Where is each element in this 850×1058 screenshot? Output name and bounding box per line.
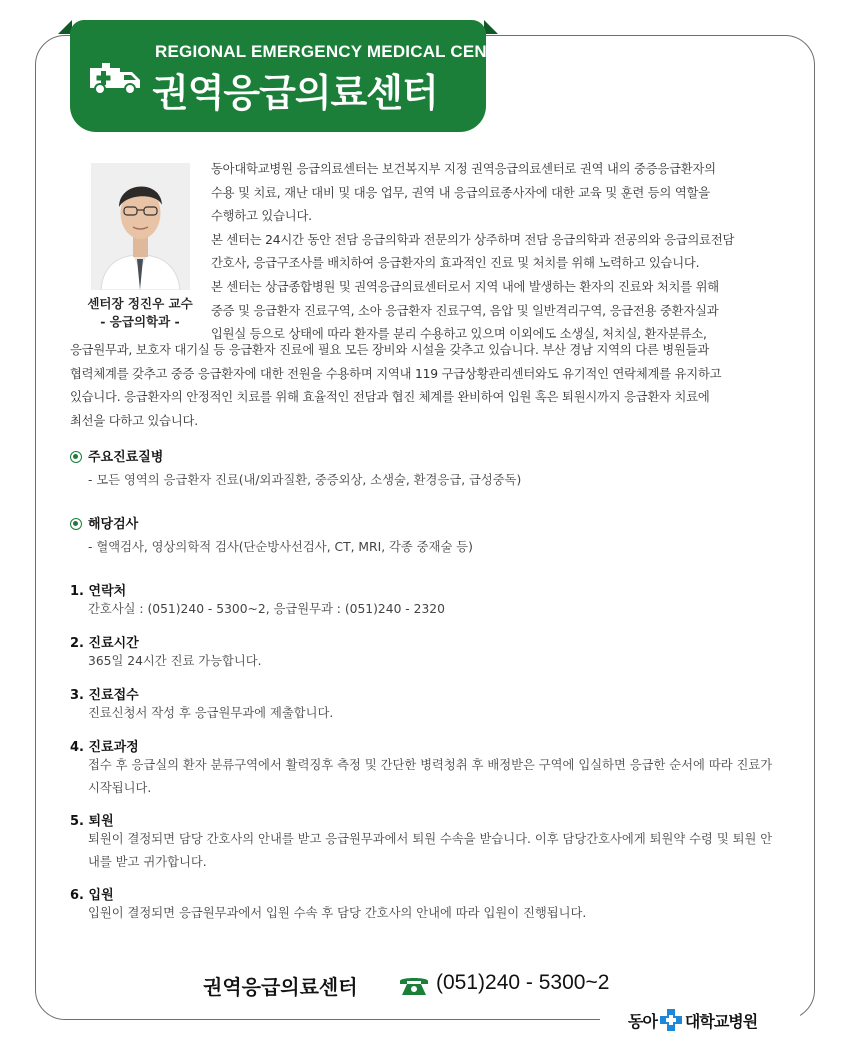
section-title: 해당검사 — [88, 517, 139, 532]
director-dept: - 응급의학과 - — [100, 314, 180, 329]
logo-text-left: 동아 — [628, 1011, 657, 1031]
section-text-diseases: - 모든 영역의 응급환자 진료(내/외과질환, 중증외상, 소생술, 환경응급, 급성중독) — [88, 473, 522, 487]
intro-paragraph-right — [211, 158, 781, 347]
section-heading-tests — [70, 513, 138, 532]
header-title-ko: 권역응급의료센터 — [152, 71, 438, 115]
phone-icon — [398, 975, 430, 997]
intro-line: 있습니다. 응급환자의 안정적인 치료를 위해 효율적인 전담과 협진 체계를 완비하여 입원 혹은 퇴원시까지 응급환자 치료에 — [70, 390, 710, 405]
section-title: 주요진료질병 — [88, 450, 164, 465]
intro-line: 간호사, 응급구조사를 배치하여 응급환자의 효과적인 진료 및 처치를 위해 노력하고 있습니다. — [211, 256, 700, 271]
director-photo — [91, 163, 190, 290]
ambulance-icon — [88, 60, 144, 96]
circle-bullet-icon — [70, 518, 82, 530]
intro-line: 수행하고 있습니다. — [211, 209, 312, 224]
hospital-cross-icon — [659, 1008, 683, 1032]
hospital-logo — [628, 1008, 757, 1032]
intro-paragraph-full — [70, 339, 781, 433]
item-text-discharge: 퇴원이 결정되면 담당 간호사의 안내를 받고 응급원무과에서 퇴원 수속을 받습니다. 이후 담당간호사에게 퇴원약 수령 및 퇴원 안내를 받고 귀가합니다. — [88, 832, 773, 869]
director-name: 센터장 정진우 교수 — [87, 296, 193, 311]
item-heading-reception: 3. 진료접수 — [70, 688, 139, 703]
item-heading-hours: 2. 진료시간 — [70, 636, 139, 651]
header-title-en: REGIONAL EMERGENCY MEDICAL CENTER — [155, 42, 522, 61]
intro-line: 입원실 등으로 상태에 따라 환자를 분리 수용하고 있으며 이외에도 소생실, 처치실, 환자분류소, — [211, 327, 707, 342]
item-heading-discharge: 5. 퇴원 — [70, 814, 114, 829]
item-text-contact: 간호사실 : (051)240 - 5300~2, 응급원무과 : (051)240 - 2320 — [88, 602, 445, 616]
footer-center-name: 권역응급의료센터 — [203, 975, 358, 999]
intro-line: 동아대학교병원 응급의료센터는 보건복지부 지정 권역응급의료센터로 권역 내의 중증응급환자의 — [211, 162, 716, 176]
intro-line: 최선을 다하고 있습니다. — [70, 413, 198, 428]
item-text-hours: 365일 24시간 진료 가능합니다. — [88, 654, 262, 668]
intro-line: 수용 및 치료, 재난 대비 및 대응 업무, 권역 내 응급의료종사자에 대한 교육 및 훈련 등의 역할을 — [211, 185, 710, 200]
logo-text-right: 대학교병원 — [684, 1011, 758, 1031]
intro-line: 협력체계를 갖추고 중증 응급환자에 대한 전원을 수용하며 지역내 119 구급상황관리센터와도 유기적인 연락체계를 유지하고 — [70, 366, 722, 381]
intro-line: 본 센터는 상급종합병원 및 권역응급의료센터로서 지역 내에 발생하는 환자의 진료와 처치를 위해 — [211, 279, 719, 294]
footer-phone-number: (051)240 - 5300~2 — [436, 971, 610, 994]
director-caption — [70, 295, 210, 331]
item-text-reception: 진료신청서 작성 후 응급원무과에 제출합니다. — [88, 706, 334, 720]
intro-line: 본 센터는 24시간 동안 전담 응급의학과 전문의가 상주하며 전담 응급의학과 전공의와 응급의료전담 — [211, 232, 735, 247]
section-text-tests: - 혈액검사, 영상의학적 검사(단순방사선검사, CT, MRI, 각종 중재술 등) — [88, 540, 473, 554]
intro-line: 응급원무과, 보호자 대기실 등 응급환자 진료에 필요 모든 장비와 시설을 갖추고 있습니다. 부산 경남 지역의 다른 병원들과 — [70, 343, 710, 357]
item-heading-process: 4. 진료과정 — [70, 740, 139, 755]
section-heading-diseases — [70, 446, 163, 465]
item-heading-admission: 6. 입원 — [70, 888, 114, 903]
intro-line: 중증 및 응급환자 진료구역, 소아 응급환자 진료구역, 음압 및 일반격리구역, 응급전용 중환자실과 — [211, 303, 719, 318]
header-tab-fold-right — [484, 20, 498, 34]
item-text-admission: 입원이 결정되면 응급원무과에서 입원 수속 후 담당 간호사의 안내에 따라 입원이 진행됩니다. — [88, 906, 587, 920]
item-text-process: 접수 후 응급실의 환자 분류구역에서 활력징후 측정 및 간단한 병력청취 후 배정받은 구역에 입실하면 응급한 순서에 따라 진료가 시작됩니다. — [88, 758, 773, 795]
item-heading-contact: 1. 연락처 — [70, 584, 127, 599]
circle-bullet-icon — [70, 451, 82, 463]
